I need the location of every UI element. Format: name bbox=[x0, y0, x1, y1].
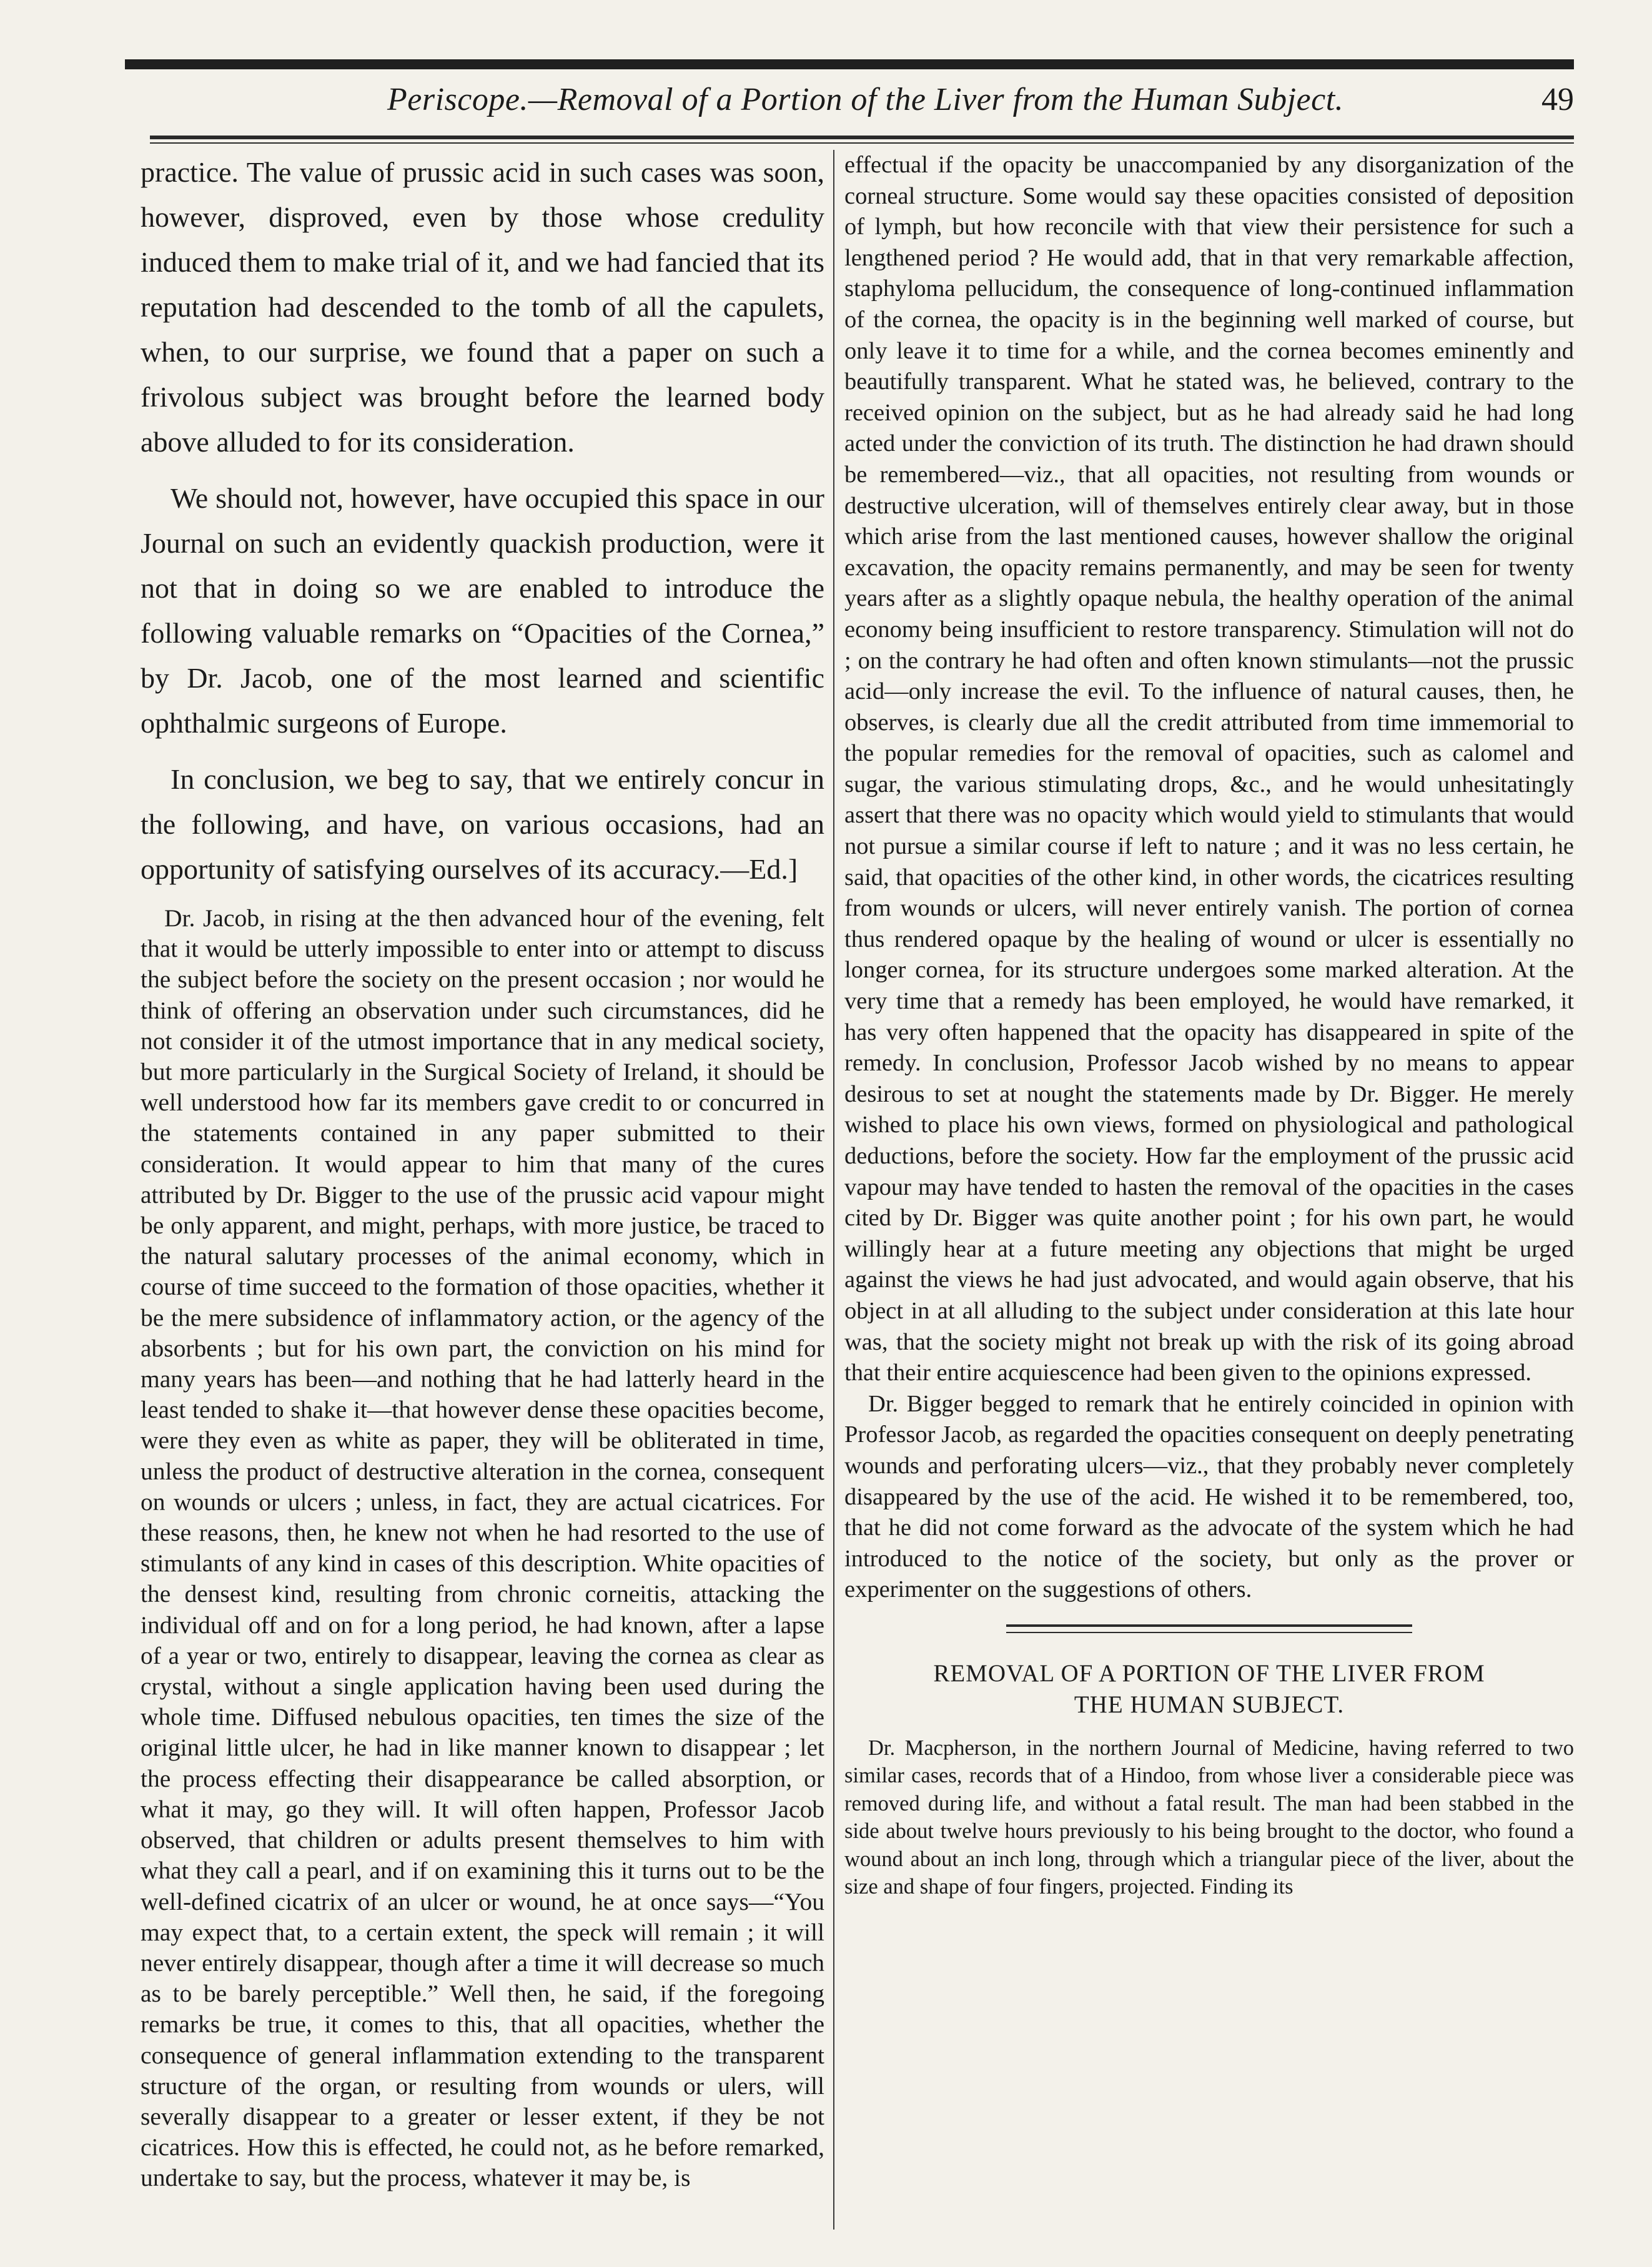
header-rule-thin bbox=[150, 142, 1574, 144]
left-column bbox=[141, 150, 824, 2194]
right-body bbox=[844, 150, 1574, 1606]
running-head: Periscope.—Removal of a Portion of the Liver from the Human Subject. bbox=[387, 82, 1344, 117]
section-divider-rule bbox=[1006, 1624, 1412, 1627]
intro-paragraph-1: practice. The value of prussic acid in such cases was soon, however, disproved, even by those whose credulity induced them to make trial of it, and we had fancied that its reputation had descended to the tomb of all the capulets, when, to our surprise, we found that a paper on such a frivolous subject was brought before the learned body above alluded to for its consideration. bbox=[141, 156, 824, 458]
body-paragraph-continued: effectual if the opacity be unaccompanied by any disorganization of the corneal structure. Some would say these opacities consisted of deposition of lymph, but how reconcile with that view their persistence for such a lengthened period ? He would add, that in that very remarkable affection, staphyloma pellucidum, the consequence of long-continued inflammation of the cornea, the opacity is in the beginning well marked of course, but only leave it to time for a while, and the cornea becomes eminently and beautifully transparent. What he stated was, he believed, contrary to the received opinion on the subject, but as he had already said he had long acted under the conviction of its truth. The distinction he had drawn should be remembered—viz., that all opacities, not resulting from wounds or destructive ulceration, will of themselves entirely clear away, but in those which arise from the last mentioned causes, however shallow the original excavation, the opacity remains permanently, and may be seen for twenty years after as a slightly opaque nebula, the healthy operation of the animal economy being insufficient to restore transparency. Stimulation will not do ; on the contrary he had often and often known stimulants—not the prussic acid—only increase the evil. To the influence of natural causes, then, he observes, is clearly due all the credit attributed from time immemorial to the popular remedies for the removal of opacities, such as calomel and sugar, the various stimulating drops, &c., and he would unhesitatingly assert that there was no opacity which would yield to stimulants that would not pursue a similar course if left to nature ; and it was no less certain, he said, that opacities of the other kind, in other words, the cicatrices resulting from wounds or ulcers, will never entirely vanish. The portion of cornea thus rendered opaque by the healing of wound or ulcer is essentially no longer cornea, for its structure undergoes some marked alteration. At the very time that a remedy has been employed, he would have remarked, it has very often happened that the opacity has disappeared in spite of the remedy. In conclusion, Professor Jacob wished by no means to appear desirous to set at nought the statements made by Dr. Bigger. He merely wished to place his own views, formed on physiological and pathological deductions, before the society. How far the employment of the prussic acid vapour may have tended to hasten the removal of the opacities in the cases cited by Dr. Bigger was quite another point ; for his own part, he would willingly hear at a future meeting any objections that might be urged against the views he had just advocated, and would again observe, that his object in at all alluding to the subject under consideration at this late hour was, that the society might not break up with the risk of its going abroad that their entire acquiescence had been given to the opinions expressed. bbox=[844, 152, 1574, 1386]
top-border-rule bbox=[125, 59, 1574, 69]
left-body bbox=[141, 903, 824, 2194]
section-heading-line-2: THE HUMAN SUBJECT. bbox=[1074, 1691, 1345, 1718]
body-paragraph-jacob: Dr. Jacob, in rising at the then advanced hour of the evening, felt that it would be utterly impossible to enter into or attempt to discuss the subject before the society on the present occasion ; nor would he think of offering an observation under such circumstances, did he not consider it of the utmost importance that in any medical society, but more particularly in the Surgical Society of Ireland, it should be well understood how far its members gave credit to or concurred in the statements contained in any paper submitted to their consideration. It would appear to him that many of the cures attributed by Dr. Bigger to the use of the prussic acid vapour might be only apparent, and might, perhaps, with more justice, be traced to the natural salutary processes of the animal economy, which in course of time succeed to the formation of those opacities, whether it be the mere subsidence of inflammatory action, or the agency of the absorbents ; but for his own part, the conviction on his mind for many years has been—and nothing that he had latterly heard in the least tended to shake it—that however dense these opacities become, were they even as white as paper, they will be obliterated in time, unless the product of destructive alteration in the cornea, consequent on wounds or ulcers ; unless, in fact, they are actual cicatrices. For these reasons, then, he knew not when he had resorted to the use of stimulants of any kind in cases of this description. White opacities of the densest kind, resulting from chronic corneitis, attacking the individual off and on for a long period, he had known, after a lapse of a year or two, entirely to disappear, leaving the cornea as clear as crystal, without a single application having been used during the whole time. Diffused nebulous opacities, ten times the size of the original little ulcer, he had in like manner known to disappear ; let the process effecting their disappearance be called absorption, or what it may, go they will. It will often happen, Professor Jacob observed, that children or adults present themselves to him with what they call a pearl, and if on examining this it turns out to be the well-defined cicatrix of an ulcer or wound, he at once says—“You may expect that, to a certain extent, the speck will remain ; it will never entirely disappear, though after a time it will decrease so much as to be barely perceptible.” Well then, he said, if the foregoing remarks be true, it comes to this, that all opacities, whether the consequence of general inflammation extending to the transparent structure of the organ, or resulting from wounds or ulers, will severally disappear to a greater or lesser extent, if they be not cicatrices. How this is effected, he could not, as he before remarked, undertake to say, but the process, whatever it may be, is bbox=[141, 904, 824, 2192]
header-rule bbox=[150, 136, 1574, 139]
intro-paragraph-2: We should not, however, have occupied this space in our Journal on such an evidently quackish production, were it not that in doing so we are enabled to introduce the following valuable remarks on “Opacities of the Cornea,” by Dr. Jacob, one of the most learned and scientific ophthalmic surgeons of Europe. bbox=[141, 482, 824, 739]
intro-paragraph-3: In conclusion, we beg to say, that we entirely concur in the following, and have, on various occasions, had an opportunity of satisfying ourselves of its accuracy.—Ed.] bbox=[141, 763, 824, 885]
section-heading-line-1: REMOVAL OF A PORTION OF THE LIVER FROM bbox=[933, 1659, 1485, 1687]
editorial-intro bbox=[141, 150, 824, 892]
section-divider-rule-thin bbox=[1006, 1632, 1412, 1633]
column-divider bbox=[833, 150, 834, 2230]
body-paragraph-bigger: Dr. Bigger begged to remark that he entirely coincided in opinion with Professor Jacob, as regarded the opacities consequent on deeply penetrating wounds and perforating ulcers—viz., that they probably never completely disappeared by the use of the acid. He wished it to be remembered, too, that he did not come forward as the advocate of the system which he had introduced to the notice of the society, but only as the prover or experimenter on the suggestions of others. bbox=[844, 1390, 1574, 1603]
section-body bbox=[844, 1734, 1574, 1900]
section-paragraph-1: Dr. Macpherson, in the northern Journal of Medicine, having referred to two similar cases, records that of a Hindoo, from whose liver a considerable piece was removed during life, and without a fatal result. The man had been stabbed in the side about twelve hours previously to his being brought to the doctor, who found a wound about an inch long, through which a triangular piece of the liver, about the size and shape of four fingers, projected. Finding its bbox=[844, 1736, 1574, 1899]
right-column bbox=[844, 150, 1574, 1900]
page-header bbox=[125, 81, 1574, 131]
section-heading bbox=[844, 1658, 1574, 1721]
page-number: 49 bbox=[1541, 82, 1574, 117]
